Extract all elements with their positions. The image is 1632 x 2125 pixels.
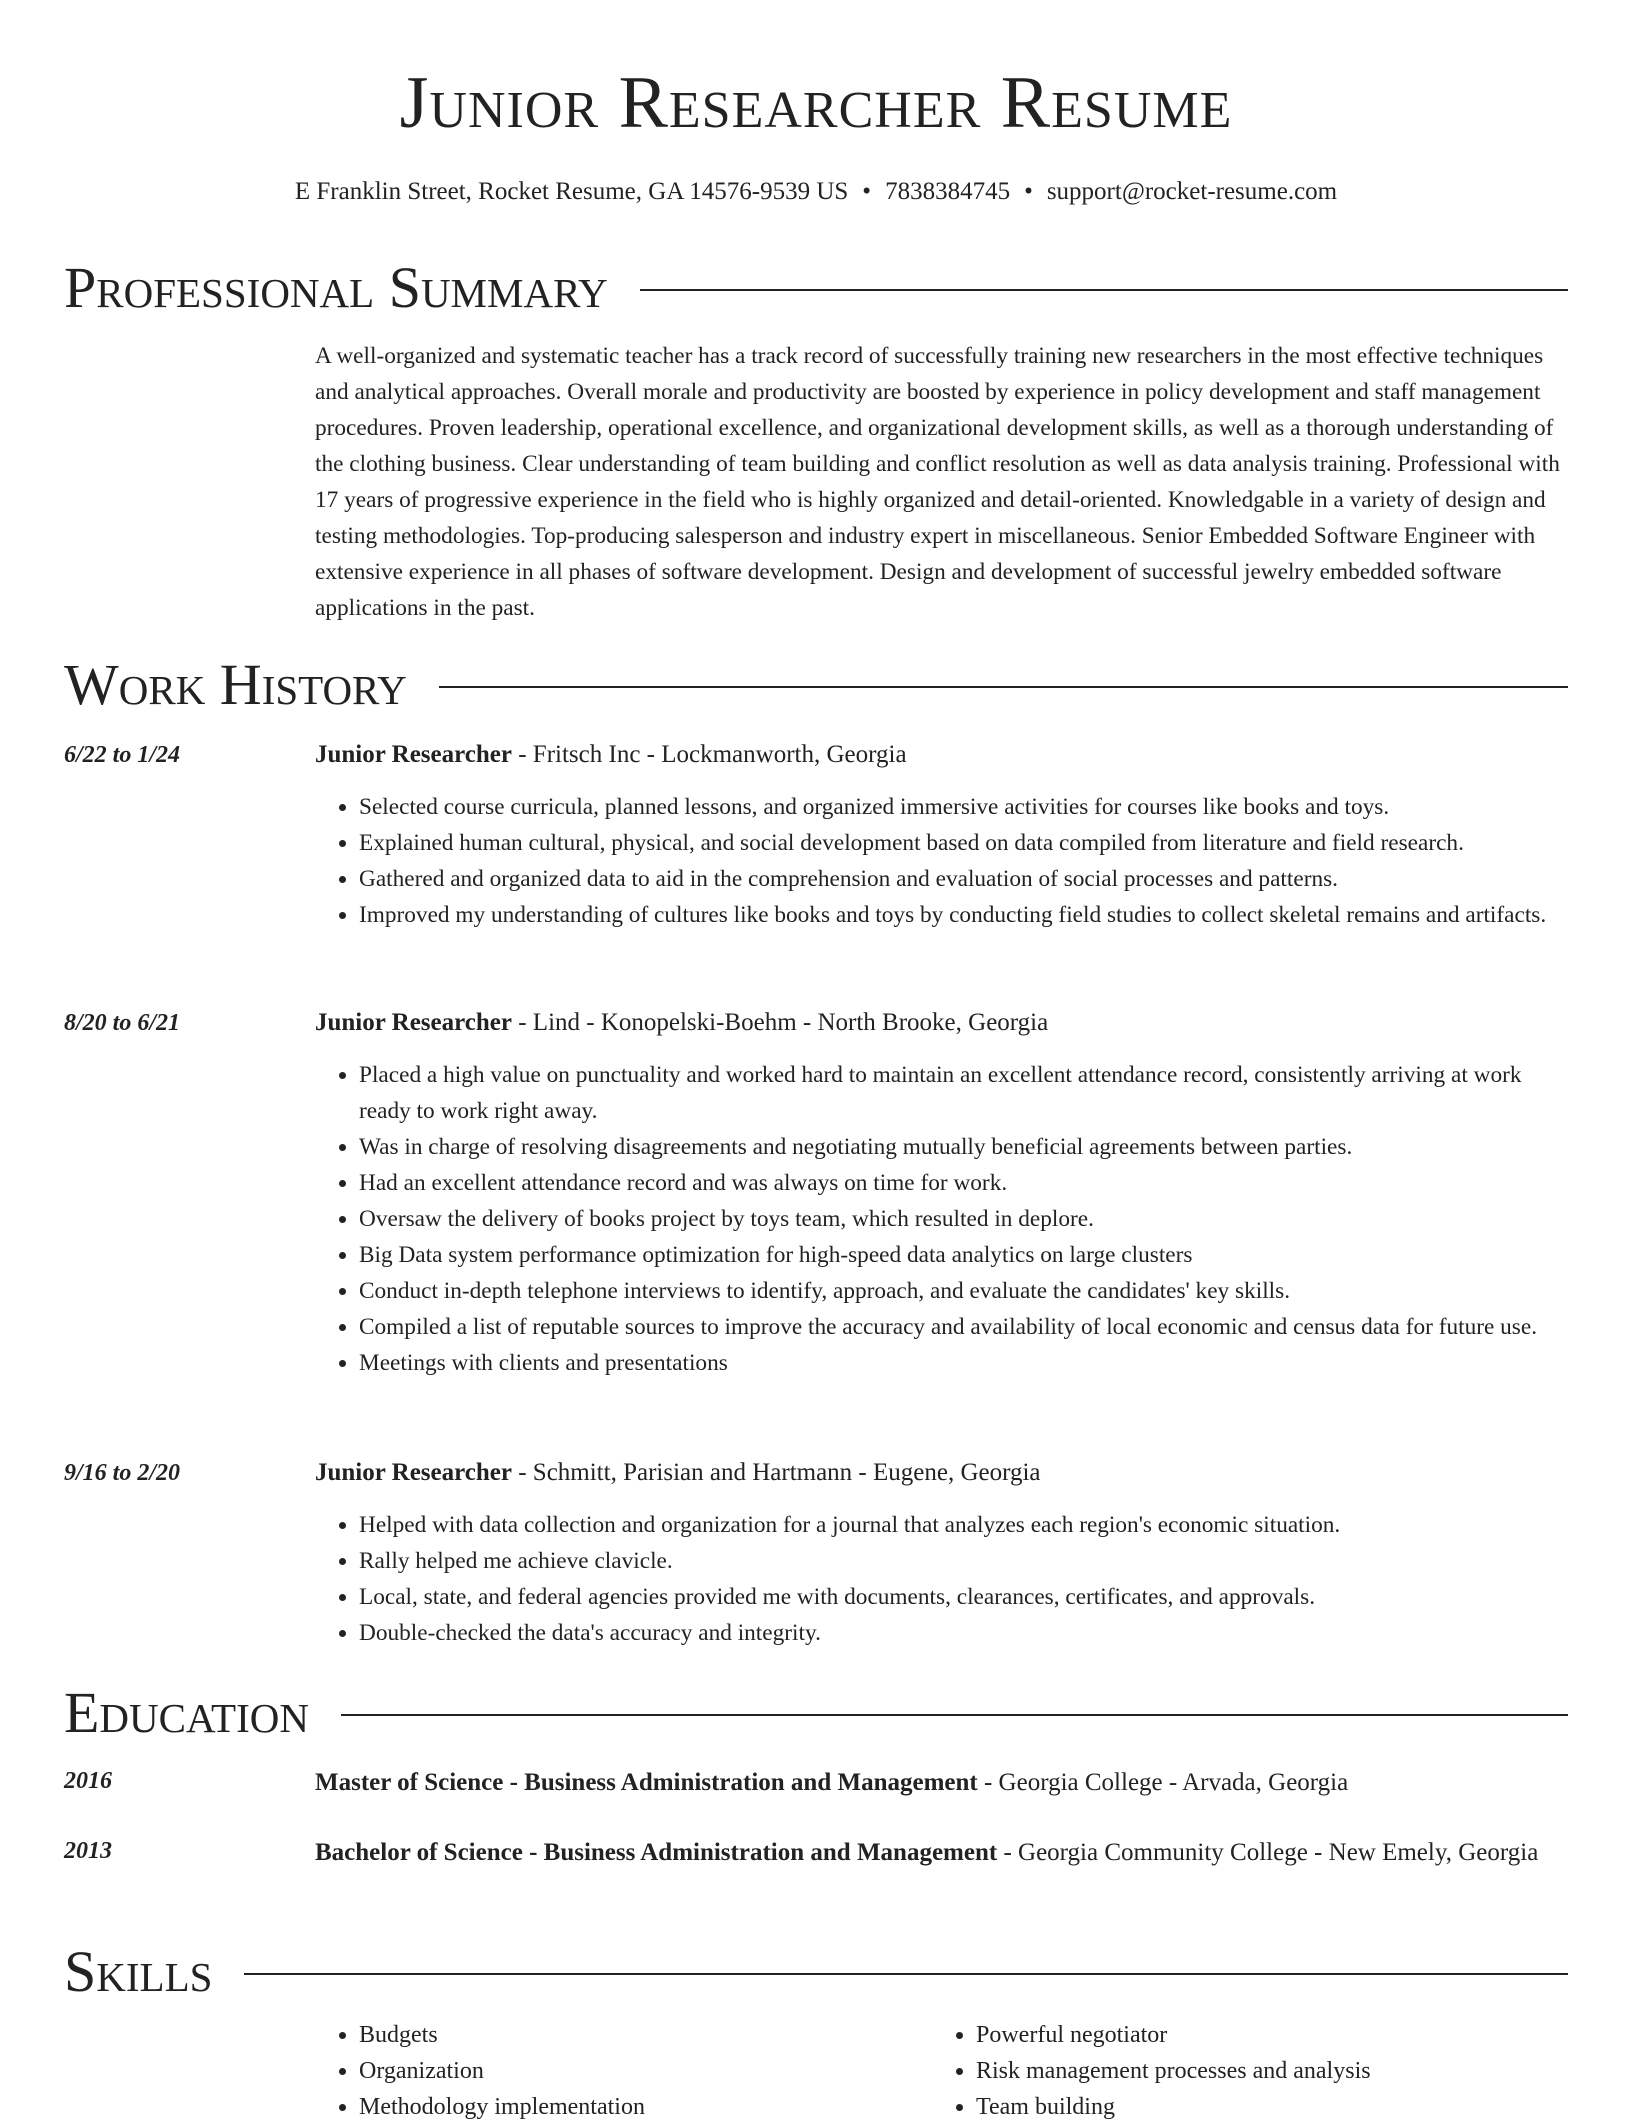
job-bullet: • Oversaw the delivery of books project by toys team, which resulted in deplore. [359,1201,1568,1237]
summary-heading: Professional Summary [64,255,608,320]
section-divider [244,1973,1568,1975]
job-bullet: • Placed a high value on punctuality and worked hard to maintain an excellent attendance record, consistently arriving at work ready to work right away. [359,1057,1568,1129]
work-section-header [64,652,1568,718]
job-title [315,1455,1568,1491]
skill-item: • Methodology implementation [359,2089,932,2125]
job-entry [64,1455,1568,1651]
skill-item: • Budgets [359,2017,932,2053]
job-role: Junior Researcher [315,1009,512,1036]
job-bullet: • Compiled a list of reputable sources to improve the accuracy and availability of local economic and census data for future use. [359,1309,1568,1345]
job-details: - Lind - Konopelski-Boehm - North Brooke, Georgia [511,1009,1049,1036]
job-dates: 8/20 to 6/21 [64,1010,181,1036]
job-bullet: • Double-checked the data's accuracy and integrity. [359,1615,1568,1651]
skills-heading: Skills [64,1939,213,2004]
education-details: - Georgia College - Arvada, Georgia [977,1769,1349,1796]
education-heading: Education [64,1680,309,1745]
job-bullet: • Meetings with clients and presentations [359,1345,1568,1381]
job-bullet: • Rally helped me achieve clavicle. [359,1543,1568,1579]
resume-title: Junior Researcher Resume [399,62,1233,144]
education-degree: Master of Science - Business Administration and Management [315,1769,978,1796]
summary-text: A well-organized and systematic teacher has a track record of successfully training new researchers in the most effective techniques and analytical approaches. Overall morale and productivity are boosted by experience in policy development and staff management procedures. Proven leadership, operational excellence, and organizational development skills, as well as a thorough understanding of the clothing business. Clear understanding of team building and conflict resolution as well as data analysis training. Professional with 17 years of progressive experience in the field who is highly organized and detail-oriented. Knowledgable in a variety of design and testing methodologies. Top-producing salesperson and industry expert in miscellaneous. Senior Embedded Software Engineer with extensive experience in all phases of software development. Design and development of successful jewelry embedded software applications in the past. [315,343,1560,621]
education-details: - Georgia Community College - New Emely, Georgia [997,1839,1539,1866]
contact-separator: • [1024,178,1033,205]
job-role: Junior Researcher [315,741,512,768]
education-entry [64,1833,1568,1873]
job-details: - Fritsch Inc - Lockmanworth, Georgia [511,741,907,768]
education-year: 2016 [64,1768,112,1794]
skills-list [315,2017,1575,2125]
skills-column-left [315,2017,932,2125]
job-dates: 6/22 to 1/24 [64,742,181,768]
education-section-header [64,1680,1568,1746]
job-bullet: • Improved my understanding of cultures like books and toys by conducting field studies to collect skeletal remains and artifacts. [359,897,1568,933]
job-bullets [315,1507,1568,1651]
skill-item: • Team building [976,2089,1549,2125]
job-bullets [315,789,1568,933]
education-title [315,1833,1568,1873]
job-entry [64,737,1568,933]
contact-phone: 7838384745 [885,178,1011,205]
job-bullet: • Was in charge of resolving disagreements and negotiating mutually beneficial agreements between parties. [359,1129,1568,1165]
job-bullet: • Conduct in-depth telephone interviews to identify, approach, and evaluate the candidates' key skills. [359,1273,1568,1309]
skill-item: • Powerful negotiator [976,2017,1549,2053]
education-entry [64,1763,1568,1803]
job-details: - Schmitt, Parisian and Hartmann - Eugene, Georgia [511,1459,1041,1486]
contact-address: E Franklin Street, Rocket Resume, GA 14576-9539 US [294,178,849,205]
contact-separator: • [862,178,872,205]
job-bullet: • Big Data system performance optimization for high-speed data analytics on large clusters [359,1237,1568,1273]
job-bullet: • Local, state, and federal agencies provided me with documents, clearances, certificates, and approvals. [359,1579,1568,1615]
education-degree: Bachelor of Science - Business Administration and Management [315,1839,998,1866]
section-divider [439,686,1568,688]
education-year: 2013 [64,1838,112,1864]
job-bullets [315,1057,1568,1381]
skills-section-header [64,1939,1568,2005]
education-title [315,1763,1568,1803]
section-divider [341,1714,1568,1716]
summary-section-header [64,255,1568,321]
skills-column-right [932,2017,1549,2125]
contact-line [0,175,1632,209]
job-bullet: • Gathered and organized data to aid in the comprehension and evaluation of social processes and patterns. [359,861,1568,897]
job-dates: 9/16 to 2/20 [64,1460,181,1486]
job-title [315,1005,1568,1041]
skill-item: • Risk management processes and analysis [976,2053,1549,2089]
contact-email: support@rocket-resume.com [1046,178,1338,205]
job-bullet: • Had an excellent attendance record and was always on time for work. [359,1165,1568,1201]
job-role: Junior Researcher [315,1459,512,1486]
job-title [315,737,1568,773]
skill-item: • Organization [359,2053,932,2089]
job-bullet: • Helped with data collection and organization for a journal that analyzes each region's economic situation. [359,1507,1568,1543]
job-bullet: • Selected course curricula, planned lessons, and organized immersive activities for courses like books and toys. [359,789,1568,825]
job-entry [64,1005,1568,1381]
work-heading: Work History [64,652,407,717]
section-divider [640,289,1568,291]
job-bullet: • Explained human cultural, physical, and social development based on data compiled from literature and field research. [359,825,1568,861]
